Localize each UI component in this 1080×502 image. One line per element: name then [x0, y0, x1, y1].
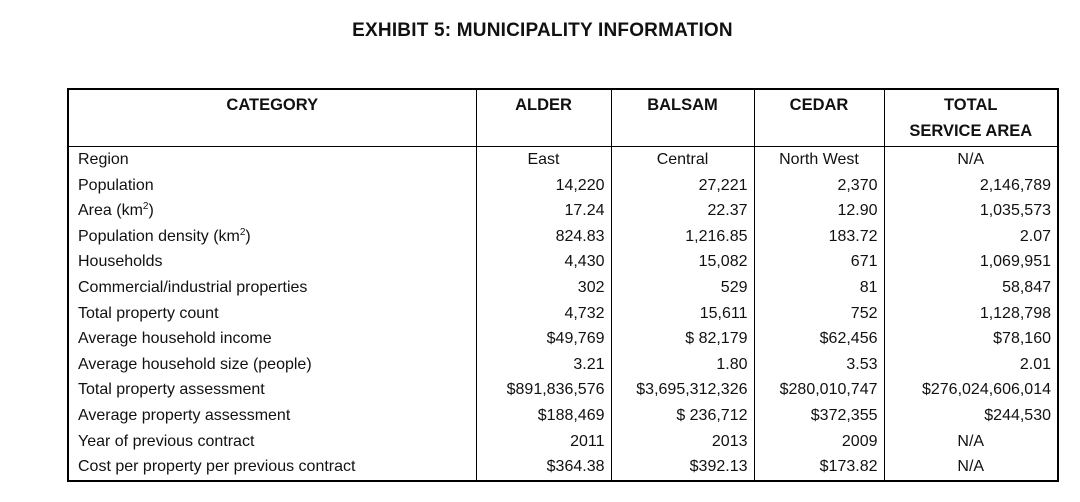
row-label-text: Cost per property per previous contract: [78, 458, 356, 476]
cell-total: 2.01: [884, 352, 1058, 378]
table-row: [68, 173, 1058, 199]
row-label-text: Area (km: [78, 202, 143, 220]
cell-cedar: 671: [754, 249, 884, 275]
cell-total: 1,128,798: [884, 301, 1058, 327]
row-label-superscript: 2: [239, 226, 246, 238]
cell-balsam: 15,082: [611, 249, 754, 275]
cell-balsam: 27,221: [611, 173, 754, 199]
row-label-text: Commercial/industrial properties: [78, 278, 308, 296]
cell-total: 58,847: [884, 275, 1058, 301]
cell-balsam: 15,611: [611, 301, 754, 327]
row-label-text: Average household income: [78, 330, 272, 348]
cell-total: N/A: [884, 454, 1058, 481]
table-row: [68, 275, 1058, 301]
table-row: [68, 377, 1058, 403]
row-label-text: Total property count: [78, 304, 219, 322]
cell-total: 2.07: [884, 224, 1058, 250]
row-label-text: Population: [78, 176, 154, 194]
header-alder: ALDER: [476, 89, 611, 147]
cell-cedar: $62,456: [754, 326, 884, 352]
cell-cedar: 12.90: [754, 198, 884, 224]
row-label-text: Average household size (people): [78, 355, 312, 373]
row-label-text: Households: [78, 253, 163, 271]
cell-alder: 302: [476, 275, 611, 301]
row-label: [68, 173, 476, 199]
header-balsam: BALSAM: [611, 89, 754, 147]
cell-balsam: Central: [611, 147, 754, 173]
cell-alder: 3.21: [476, 352, 611, 378]
row-label-text: Average property assessment: [78, 406, 291, 424]
cell-balsam: 1.80: [611, 352, 754, 378]
cell-cedar: 3.53: [754, 352, 884, 378]
cell-balsam: $3,695,312,326: [611, 377, 754, 403]
cell-cedar: $372,355: [754, 403, 884, 429]
table-row: [68, 429, 1058, 455]
cell-alder: 2011: [476, 429, 611, 455]
row-label-text: Region: [78, 151, 129, 168]
cell-balsam: 529: [611, 275, 754, 301]
cell-total: 1,069,951: [884, 249, 1058, 275]
cell-cedar: 752: [754, 301, 884, 327]
cell-total: $276,024,606,014: [884, 377, 1058, 403]
cell-cedar: $280,010,747: [754, 377, 884, 403]
table-row: [68, 326, 1058, 352]
table-row: [68, 249, 1058, 275]
municipality-table: [67, 88, 1059, 482]
cell-alder: 4,430: [476, 249, 611, 275]
table-row: [68, 454, 1058, 481]
table-row: [68, 198, 1058, 224]
cell-total: $244,530: [884, 403, 1058, 429]
cell-alder: 14,220: [476, 173, 611, 199]
table-row: [68, 147, 1058, 173]
cell-alder: 17.24: [476, 198, 611, 224]
row-label-text: Total property assessment: [78, 381, 265, 399]
table-row: [68, 224, 1058, 250]
row-label-superscript: 2: [142, 201, 149, 213]
row-label: [68, 377, 476, 403]
header-total-line2: SERVICE AREA: [909, 122, 1033, 140]
cell-alder: $364.38: [476, 454, 611, 481]
cell-balsam: $392.13: [611, 454, 754, 481]
row-label-suffix: ): [245, 227, 251, 245]
cell-cedar: $173.82: [754, 454, 884, 481]
cell-cedar: 2,370: [754, 173, 884, 199]
cell-cedar: 81: [754, 275, 884, 301]
row-label-suffix: ): [148, 202, 154, 220]
row-label: [68, 224, 476, 250]
cell-balsam: 1,216.85: [611, 224, 754, 250]
row-label: [68, 301, 476, 327]
row-label: [68, 429, 476, 455]
cell-cedar: North West: [754, 147, 884, 173]
row-label: [68, 403, 476, 429]
row-label: [68, 198, 476, 224]
table-row: [68, 301, 1058, 327]
header-total-service-area: [884, 89, 1058, 147]
cell-cedar: 183.72: [754, 224, 884, 250]
cell-total: 2,146,789: [884, 173, 1058, 199]
cell-balsam: 2013: [611, 429, 754, 455]
cell-alder: $891,836,576: [476, 377, 611, 403]
header-cedar: CEDAR: [754, 89, 884, 147]
header-category: CATEGORY: [68, 89, 476, 147]
header-row: [68, 89, 1058, 147]
cell-total: 1,035,573: [884, 198, 1058, 224]
row-label: [68, 275, 476, 301]
row-label: [68, 326, 476, 352]
row-label: [68, 147, 476, 173]
row-label: [68, 352, 476, 378]
cell-alder: East: [476, 147, 611, 173]
cell-balsam: 22.37: [611, 198, 754, 224]
cell-cedar: 2009: [754, 429, 884, 455]
cell-total: N/A: [884, 429, 1058, 455]
cell-alder: $188,469: [476, 403, 611, 429]
exhibit-title: EXHIBIT 5: MUNICIPALITY INFORMATION: [352, 20, 733, 41]
cell-alder: 824.83: [476, 224, 611, 250]
cell-balsam: $ 82,179: [611, 326, 754, 352]
cell-balsam: $ 236,712: [611, 403, 754, 429]
cell-alder: 4,732: [476, 301, 611, 327]
table-row: [68, 403, 1058, 429]
row-label: [68, 249, 476, 275]
row-label-text: Population density (km: [78, 227, 240, 245]
header-total-line1: TOTAL: [944, 96, 998, 114]
row-label: [68, 454, 476, 481]
cell-alder: $49,769: [476, 326, 611, 352]
cell-total: $78,160: [884, 326, 1058, 352]
table-row: [68, 352, 1058, 378]
cell-total: N/A: [884, 147, 1058, 173]
row-label-text: Year of previous contract: [78, 432, 255, 450]
